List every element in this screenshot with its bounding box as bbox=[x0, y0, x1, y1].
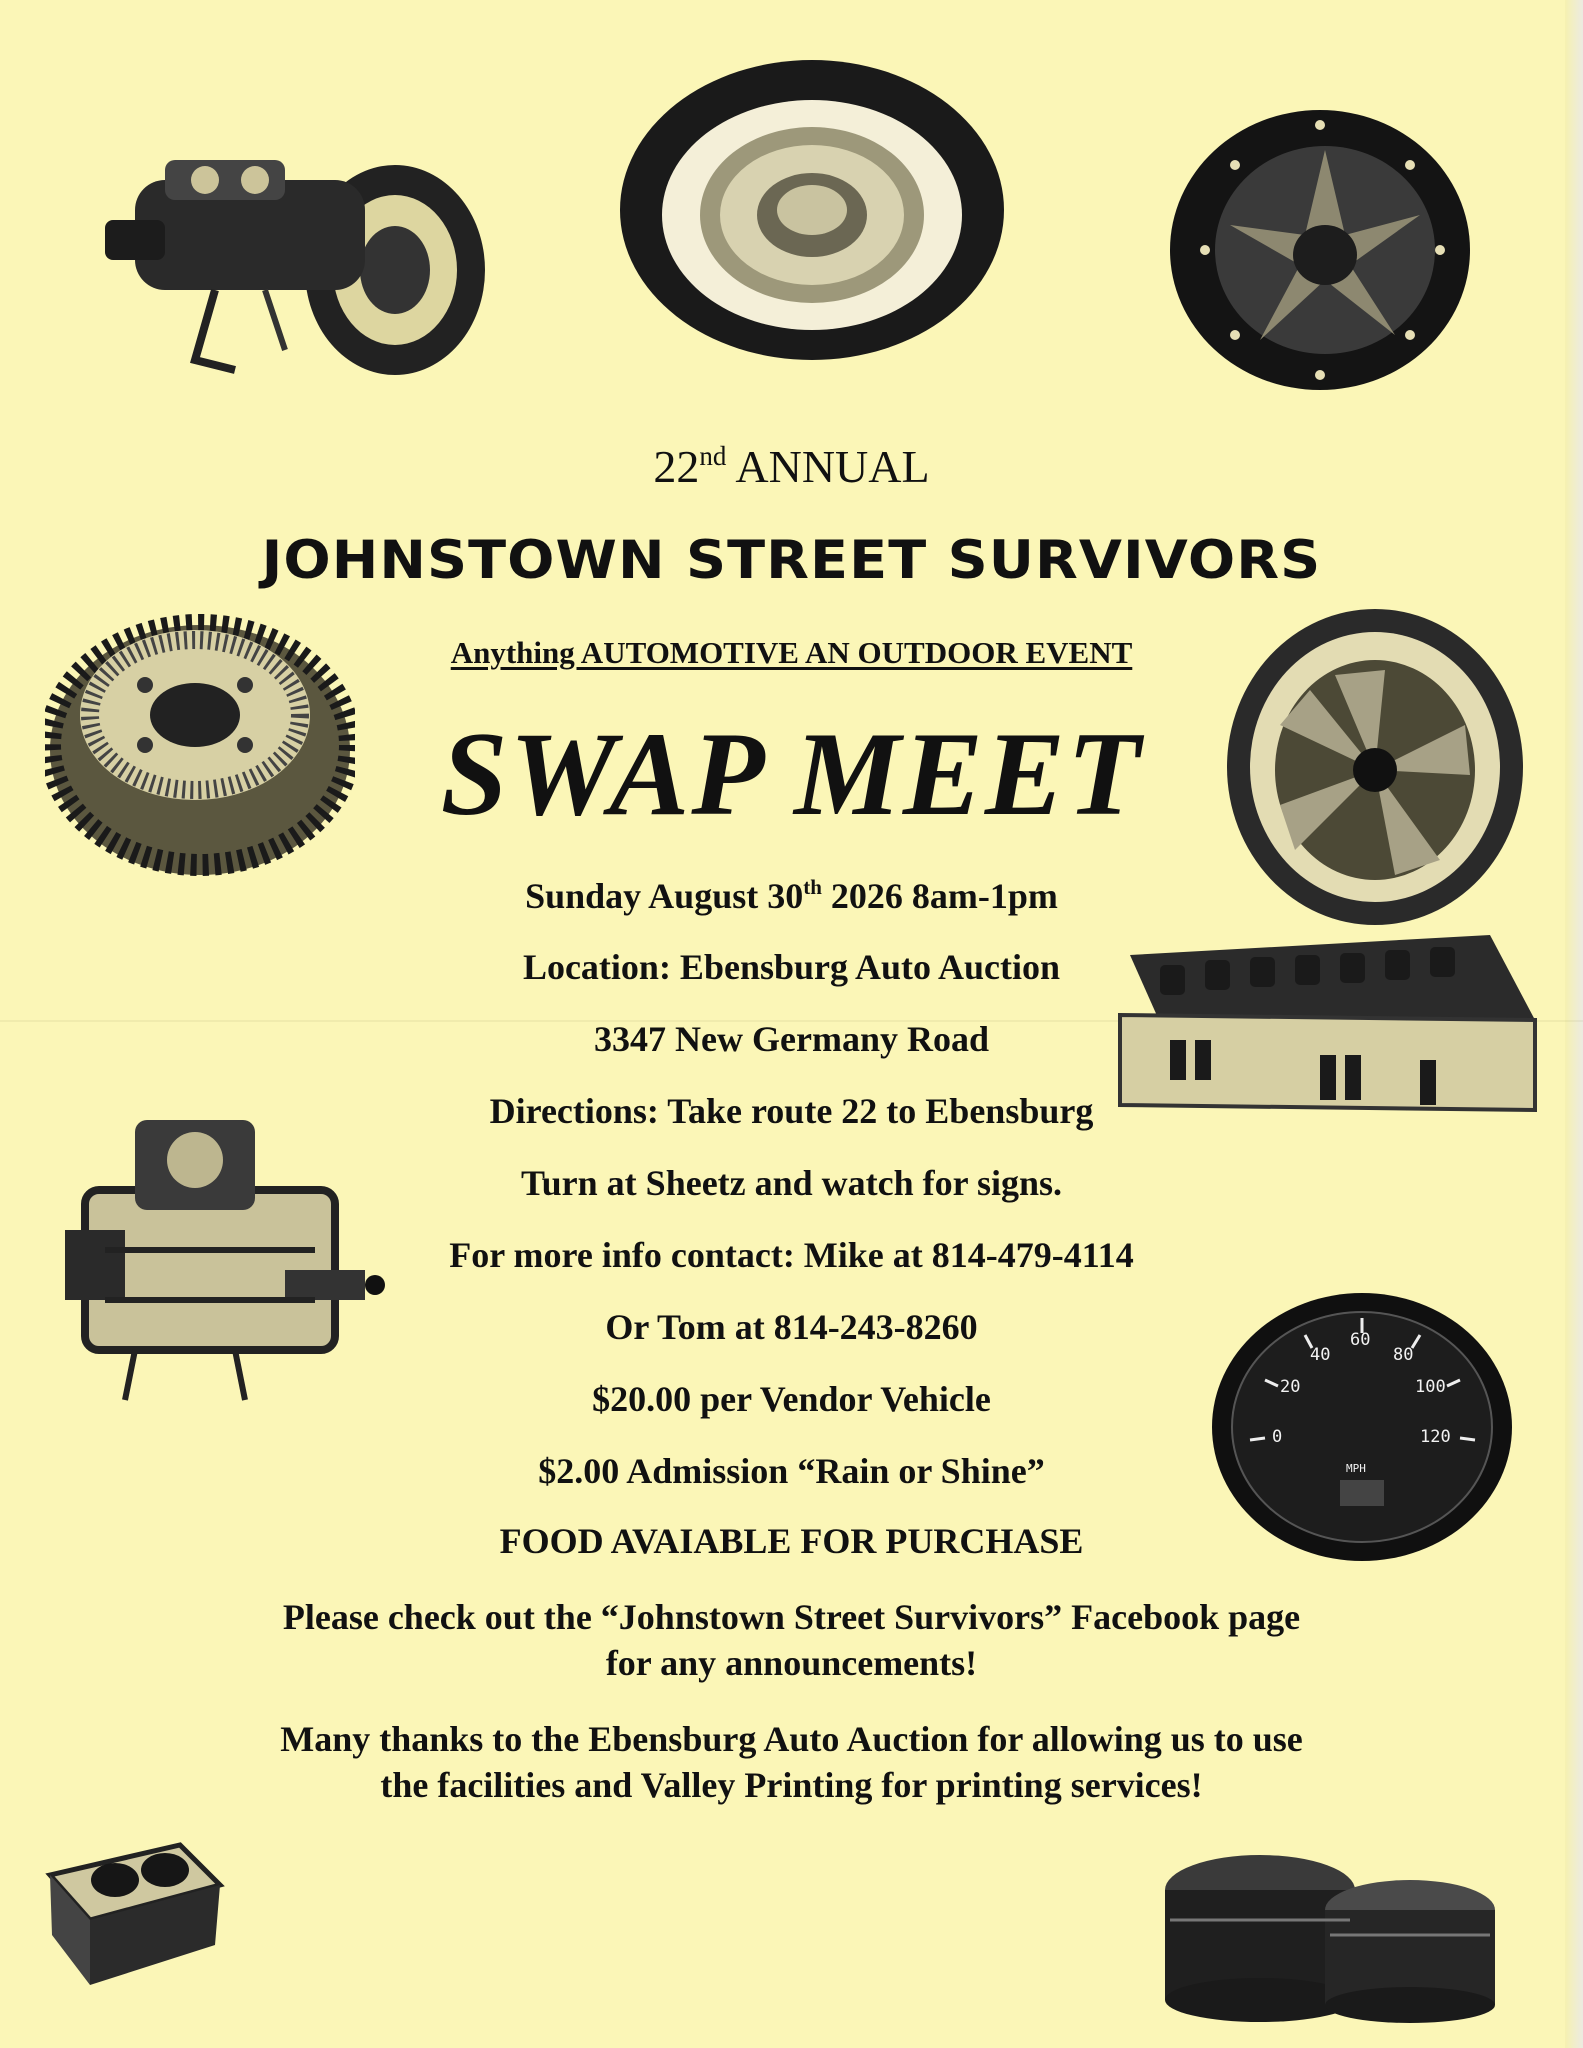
speedo-tick-label: 80 bbox=[1393, 1345, 1414, 1365]
brake-booster-icon bbox=[95, 110, 505, 390]
food-notice: FOOD AVAIABLE FOR PURCHASE bbox=[499, 1521, 1084, 1561]
thanks-notice-cont: the facilities and Valley Printing for printing services! bbox=[380, 1765, 1203, 1805]
annual-heading: 22nd ANNUAL bbox=[653, 441, 930, 492]
facebook-notice: Please check out the “Johnstown Street Survivors” Facebook page bbox=[282, 1597, 1301, 1637]
whitewall-tire-icon bbox=[615, 55, 1010, 365]
racing-wheel-icon bbox=[1165, 105, 1475, 395]
event-title: SWAP MEET bbox=[440, 707, 1143, 840]
admission-fee: $2.00 Admission “Rain or Shine” bbox=[538, 1451, 1045, 1491]
speedo-tick-label: 0 bbox=[1272, 1427, 1283, 1447]
club-name: JOHNSTOWN STREET SURVIVORS bbox=[261, 530, 1322, 591]
speedo-tick-label: 60 bbox=[1350, 1330, 1371, 1350]
carb-spacer-icon bbox=[40, 1825, 225, 1990]
event-directions: Directions: Take route 22 to Ebensburg bbox=[489, 1091, 1094, 1131]
speedo-tick-label: 100 bbox=[1415, 1377, 1446, 1397]
thanks-notice: Many thanks to the Ebensburg Auto Auction for allowing us to use bbox=[280, 1719, 1303, 1759]
pistons-icon bbox=[1160, 1840, 1500, 2025]
speedo-unit: MPH bbox=[1346, 1462, 1366, 1475]
event-turn-instructions: Turn at Sheetz and watch for signs. bbox=[520, 1163, 1063, 1203]
event-date: Sunday August 30th 2026 8am-1pm bbox=[525, 875, 1058, 916]
facebook-notice-cont: for any announcements! bbox=[605, 1643, 978, 1683]
speedo-tick-label: 20 bbox=[1280, 1377, 1301, 1397]
event-location: Location: Ebensburg Auto Auction bbox=[522, 947, 1061, 987]
event-address: 3347 New Germany Road bbox=[594, 1019, 989, 1059]
contact-mike: For more info contact: Mike at 814-479-4114 bbox=[449, 1235, 1134, 1275]
speedo-tick-label: 40 bbox=[1310, 1345, 1331, 1365]
speedo-tick-label: 120 bbox=[1420, 1427, 1451, 1447]
vendor-fee: $20.00 per Vendor Vehicle bbox=[592, 1379, 991, 1419]
contact-tom: Or Tom at 814-243-8260 bbox=[605, 1307, 978, 1347]
event-subtitle: Anything AUTOMOTIVE AN OUTDOOR EVENT bbox=[450, 635, 1133, 670]
